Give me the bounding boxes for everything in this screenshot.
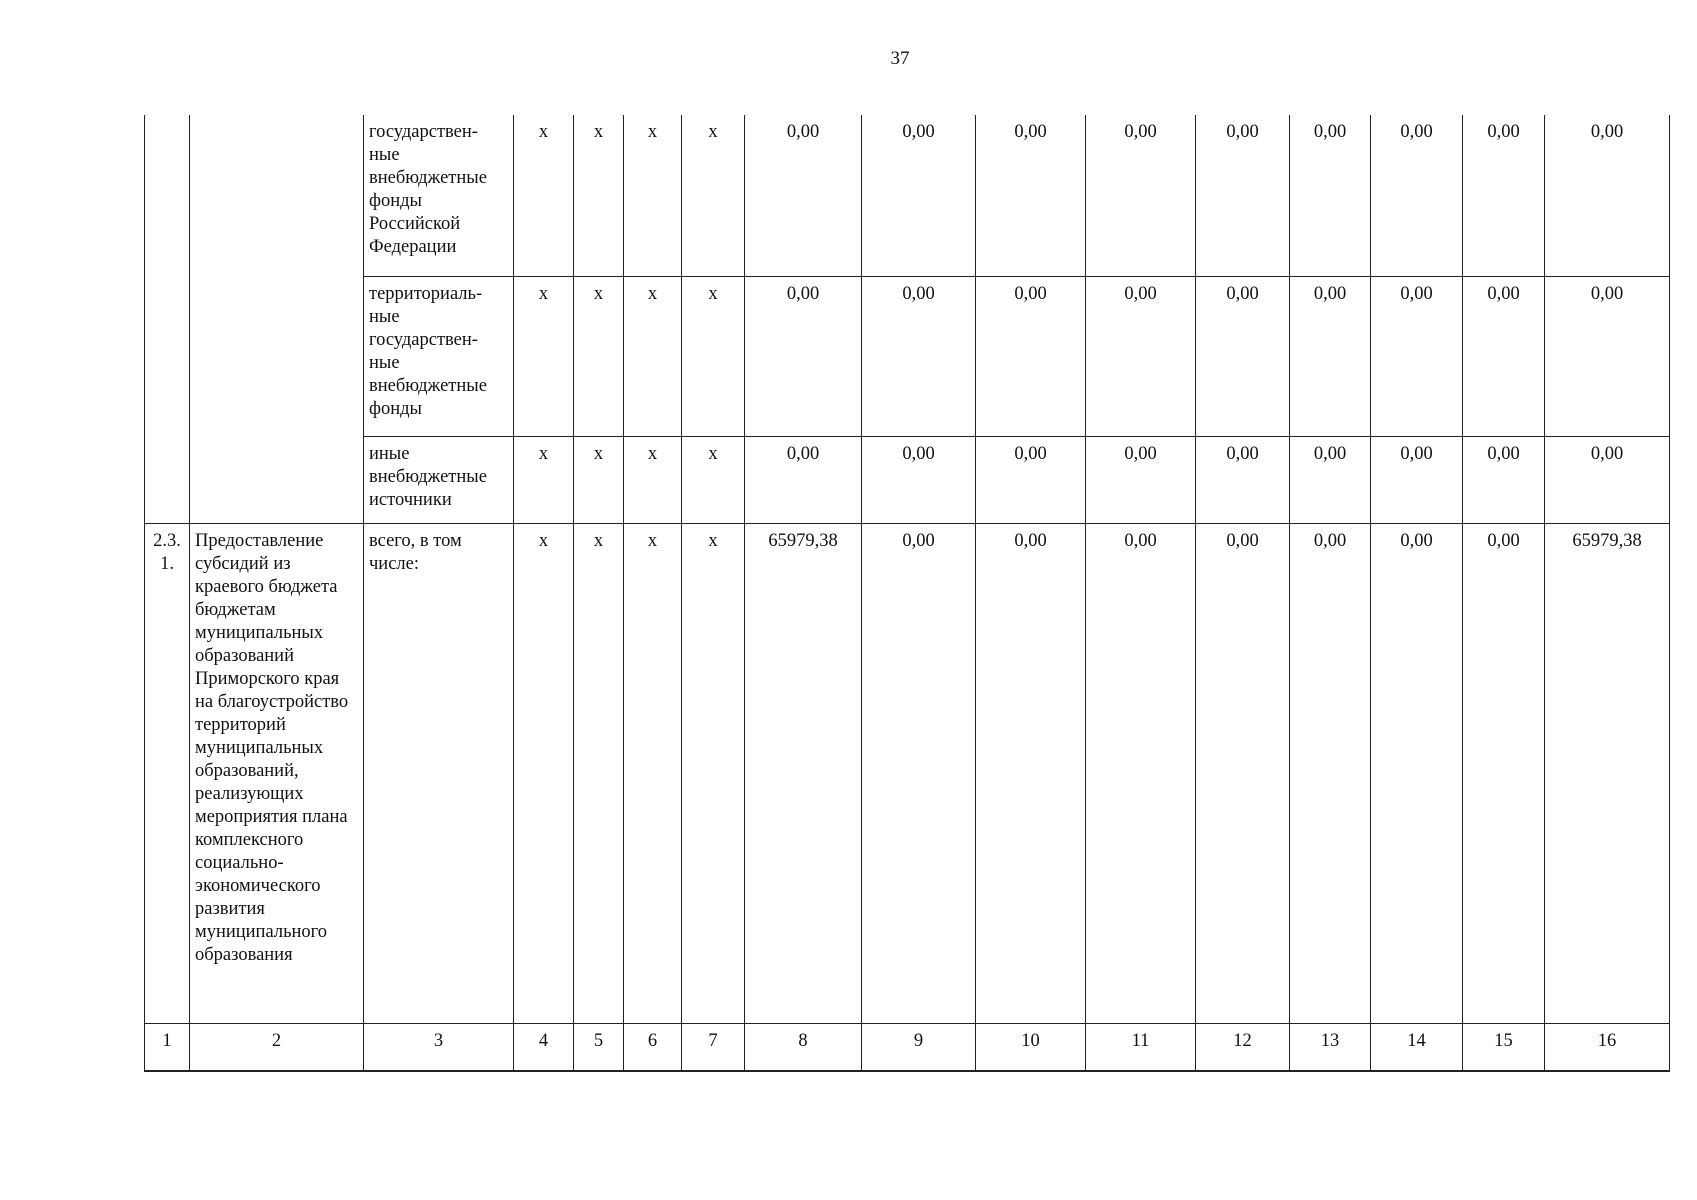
budget-table [144,115,1670,1072]
column-number-cell: 5 [574,1023,624,1071]
value-cell: 0,00 [976,436,1086,523]
column-number-cell: 14 [1371,1023,1463,1071]
value-cell: 0,00 [1196,276,1290,436]
column-number-cell: 1 [145,1023,190,1071]
value-cell: 0,00 [1463,115,1545,276]
value-cell: 0,00 [862,276,976,436]
x-cell: х [624,115,682,276]
column-number-cell: 2 [190,1023,364,1071]
column-number-cell: 6 [624,1023,682,1071]
x-cell: х [574,436,624,523]
value-cell: 0,00 [1290,436,1371,523]
table-row [145,436,1670,523]
value-cell: 0,00 [1086,115,1196,276]
x-cell: х [574,276,624,436]
value-cell: 0,00 [1086,523,1196,1023]
x-cell: х [514,276,574,436]
column-number-cell: 16 [1545,1023,1670,1071]
value-cell: 0,00 [1545,115,1670,276]
x-cell: х [682,115,745,276]
column-number-cell: 8 [745,1023,862,1071]
column-number-cell: 11 [1086,1023,1196,1071]
value-cell: 65979,38 [745,523,862,1023]
value-cell: 0,00 [862,115,976,276]
value-cell: 0,00 [1371,276,1463,436]
column-number-cell: 9 [862,1023,976,1071]
value-cell: 0,00 [745,436,862,523]
x-cell: х [624,436,682,523]
value-cell: 65979,38 [1545,523,1670,1023]
value-cell: 0,00 [1290,276,1371,436]
funding-source-cell: иные внебюджетные источники [364,436,514,523]
x-cell: х [682,276,745,436]
column-number-cell: 13 [1290,1023,1371,1071]
value-cell: 0,00 [1196,436,1290,523]
value-cell: 0,00 [976,523,1086,1023]
value-cell: 0,00 [862,523,976,1023]
value-cell: 0,00 [745,115,862,276]
column-number-cell: 12 [1196,1023,1290,1071]
value-cell: 0,00 [1371,523,1463,1023]
value-cell: 0,00 [976,115,1086,276]
x-cell: х [624,523,682,1023]
x-cell: х [574,523,624,1023]
x-cell: х [682,436,745,523]
value-cell: 0,00 [1086,436,1196,523]
x-cell: х [682,523,745,1023]
column-number-cell: 3 [364,1023,514,1071]
value-cell: 0,00 [862,436,976,523]
value-cell: 0,00 [1290,115,1371,276]
value-cell: 0,00 [1371,115,1463,276]
value-cell: 0,00 [1545,436,1670,523]
column-number-row [145,1023,1670,1071]
item-number-cell [145,276,190,436]
value-cell: 0,00 [1086,276,1196,436]
item-number-cell: 2.3. 1. [145,523,190,1023]
table-row [145,276,1670,436]
value-cell: 0,00 [1196,115,1290,276]
x-cell: х [514,115,574,276]
item-name-cell [190,436,364,523]
value-cell: 0,00 [1196,523,1290,1023]
value-cell: 0,00 [1463,276,1545,436]
column-number-cell: 4 [514,1023,574,1071]
x-cell: х [514,523,574,1023]
page-number: 37 [890,48,910,69]
funding-source-cell: территориаль-ные государствен-ные внебюджетные фонды [364,276,514,436]
value-cell: 0,00 [745,276,862,436]
funding-source-cell: всего, в том числе: [364,523,514,1023]
value-cell: 0,00 [976,276,1086,436]
item-number-cell [145,115,190,276]
value-cell: 0,00 [1463,436,1545,523]
value-cell: 0,00 [1371,436,1463,523]
value-cell: 0,00 [1290,523,1371,1023]
x-cell: х [624,276,682,436]
table-row [145,115,1670,276]
funding-source-cell: государствен-ные внебюджетные фонды Российской Федерации [364,115,514,276]
value-cell: 0,00 [1463,523,1545,1023]
item-name-cell: Предоставление субсидий из краевого бюджета бюджетам муниципальных образований Приморского края на благоустройство территорий муниципальных образований, реализующих мероприятия плана комплексного социально-экономического развития муниципального образования [190,523,364,1023]
column-number-cell: 10 [976,1023,1086,1071]
item-name-cell [190,115,364,276]
x-cell: х [514,436,574,523]
table-row [145,523,1670,1023]
column-number-cell: 15 [1463,1023,1545,1071]
column-number-cell: 7 [682,1023,745,1071]
value-cell: 0,00 [1545,276,1670,436]
item-number-cell [145,436,190,523]
item-name-cell [190,276,364,436]
x-cell: х [574,115,624,276]
